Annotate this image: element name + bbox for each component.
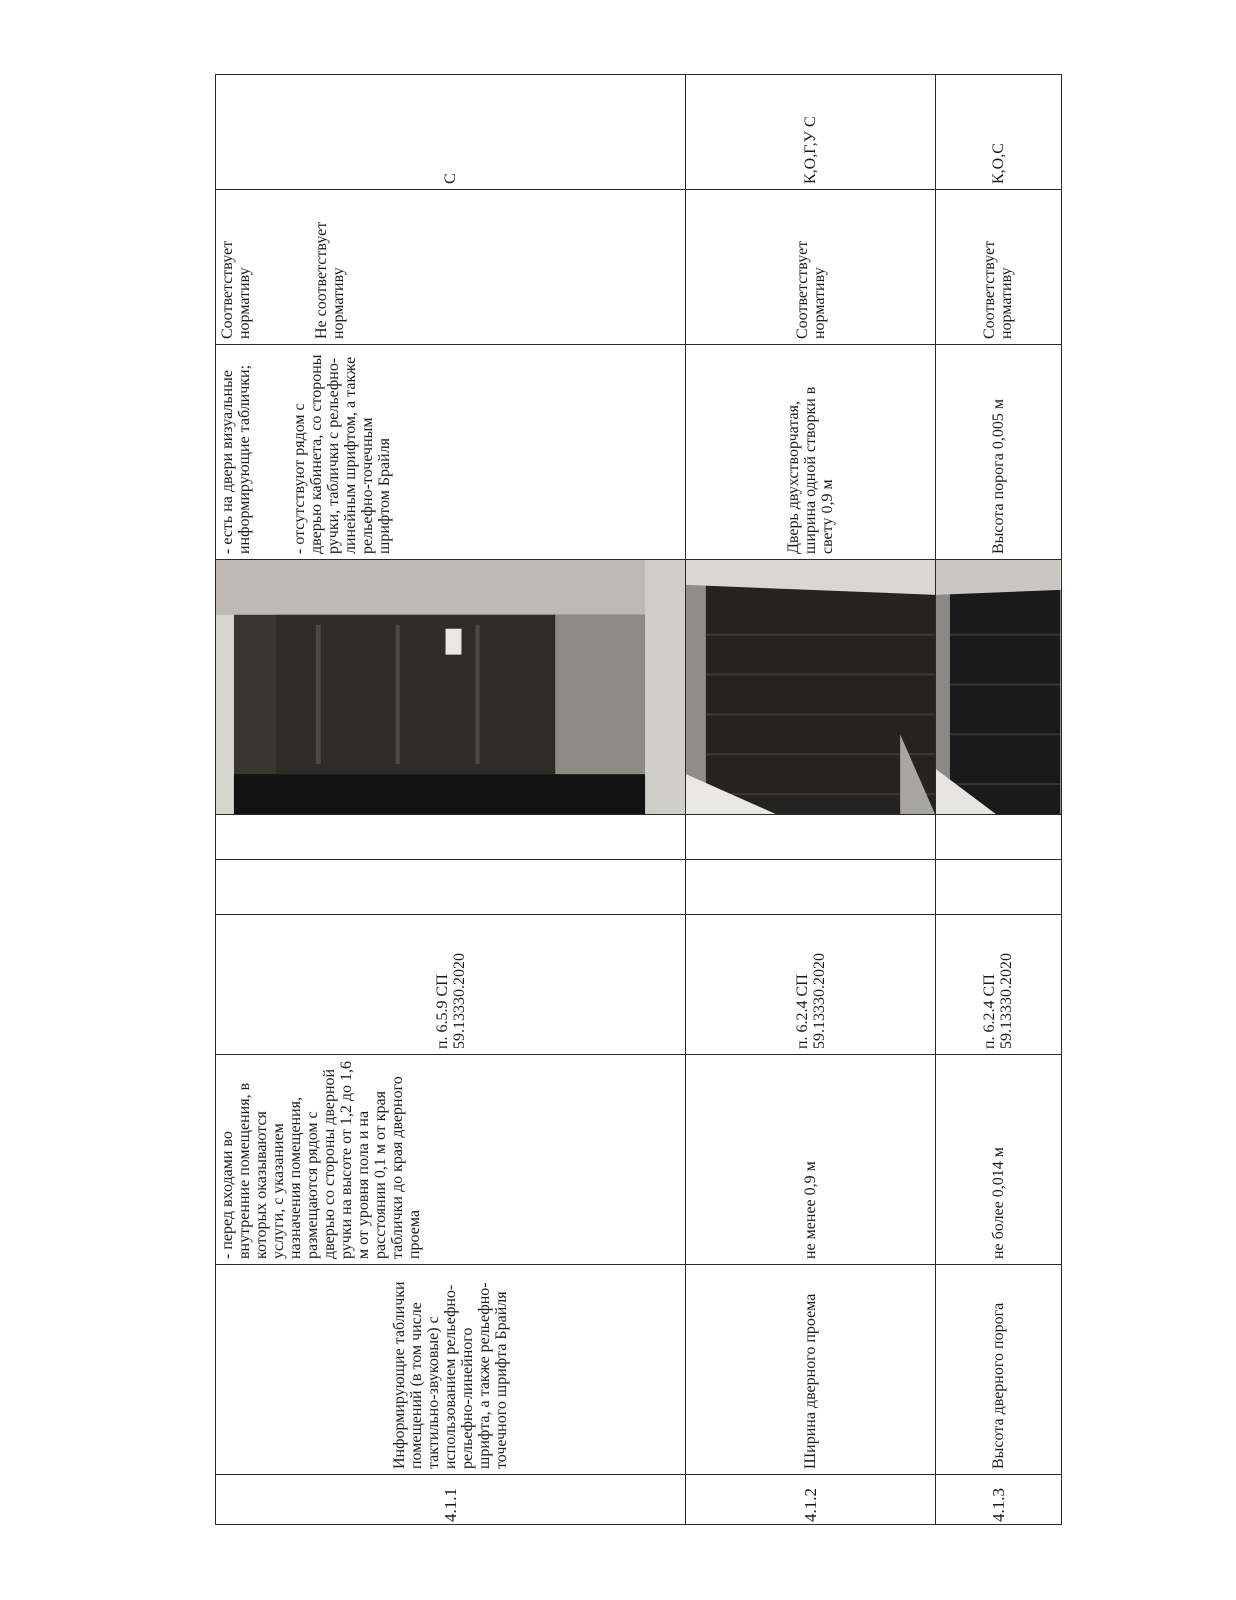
norm-reference xyxy=(686,915,936,1055)
fact-cell xyxy=(686,345,936,560)
category-text: К,О,Г,У С xyxy=(802,116,819,184)
parameter-name xyxy=(686,1265,936,1475)
category-cell xyxy=(216,75,686,190)
empty-cell xyxy=(936,860,1062,915)
door-threshold-photo xyxy=(936,560,1061,814)
status-text-1: Соответствует нормативу xyxy=(981,240,1016,339)
door-sign-photo xyxy=(216,560,685,814)
parameter-name xyxy=(216,1265,686,1475)
norm-reference-text: п. 6.2.4 СП 59.13330.2020 xyxy=(793,953,828,1049)
photo-cell xyxy=(686,560,936,815)
category-cell xyxy=(686,75,936,190)
status-text-1: Соответствует нормативу xyxy=(793,240,828,339)
norm-reference xyxy=(936,915,1062,1055)
fact-cell xyxy=(936,345,1062,560)
norm-reference-text: п. 6.2.4 СП 59.13330.2020 xyxy=(981,953,1016,1049)
parameter-name-text: Высота дверного порога xyxy=(989,1302,1007,1469)
photo-cell xyxy=(216,560,686,815)
status-text-1: Соответствует нормативу xyxy=(219,240,253,339)
norm-reference-text: п. 6.5.9 СП 59.13330.2020 xyxy=(433,953,468,1049)
fact-cell xyxy=(216,345,686,560)
parameter-name-text: Ширина дверного проема xyxy=(802,1293,819,1469)
row-number: 4.1.1 xyxy=(216,1475,686,1525)
requirement-cell xyxy=(216,1055,686,1265)
category-text: К,О,С xyxy=(989,143,1007,184)
empty-cell xyxy=(216,860,686,915)
category-text: С xyxy=(442,173,459,184)
category-cell xyxy=(936,75,1062,190)
requirement-text: не более 0,014 м xyxy=(989,1147,1007,1259)
norm-reference xyxy=(216,915,686,1055)
empty-cell xyxy=(216,815,686,860)
requirement-text: - перед входами во внутренние помещения, в которых оказываются услуги, с указанием назначения помещения, размещаются рядом с дверью со стороны дверной ручки на высоте от 1,2 до 1,6 м от уровня пола и на расстоянии 0,1 м от края таблички до края дверного проема xyxy=(219,1060,423,1259)
photo-cell xyxy=(936,560,1062,815)
status-cell xyxy=(936,190,1062,345)
empty-cell xyxy=(686,860,936,915)
status-cell xyxy=(216,190,686,345)
requirement-cell xyxy=(936,1055,1062,1265)
table-row xyxy=(936,75,1062,1525)
fact-text-2: - отсутствуют рядом с дверью кабинета, со стороны ручки, таблички с рельефно-линейным шрифтом, а также рельефно-точечным шрифтом Брайля xyxy=(291,354,393,554)
fact-text-1: Высота порога 0,005 м xyxy=(989,399,1007,554)
requirement-cell xyxy=(686,1055,936,1265)
parameter-name xyxy=(936,1265,1062,1475)
double-door-photo xyxy=(686,560,935,814)
status-text-2: Не соответствует нормативу xyxy=(313,221,347,339)
fact-text-1: - есть на двери визуальные информирующие таблички; xyxy=(219,364,253,554)
row-number: 4.1.2 xyxy=(686,1475,936,1525)
accessibility-report-table xyxy=(215,74,1062,1525)
row-number: 4.1.3 xyxy=(936,1475,1062,1525)
table-row xyxy=(216,75,686,1525)
rotated-page xyxy=(215,75,1060,1525)
requirement-text: не менее 0,9 м xyxy=(802,1161,819,1259)
empty-cell xyxy=(686,815,936,860)
status-cell xyxy=(686,190,936,345)
fact-text-1: Дверь двухстворчатая, ширина одной створки в свету 0,9 м xyxy=(785,386,836,554)
empty-cell xyxy=(936,815,1062,860)
table-row xyxy=(686,75,936,1525)
parameter-name-text: Информирующие таблички помещений (в том числе тактильно-звуковые) с использованием рельефно-рельефно-линейного шрифта, а также рельефно-точечного шрифта Брайля xyxy=(391,1281,510,1469)
